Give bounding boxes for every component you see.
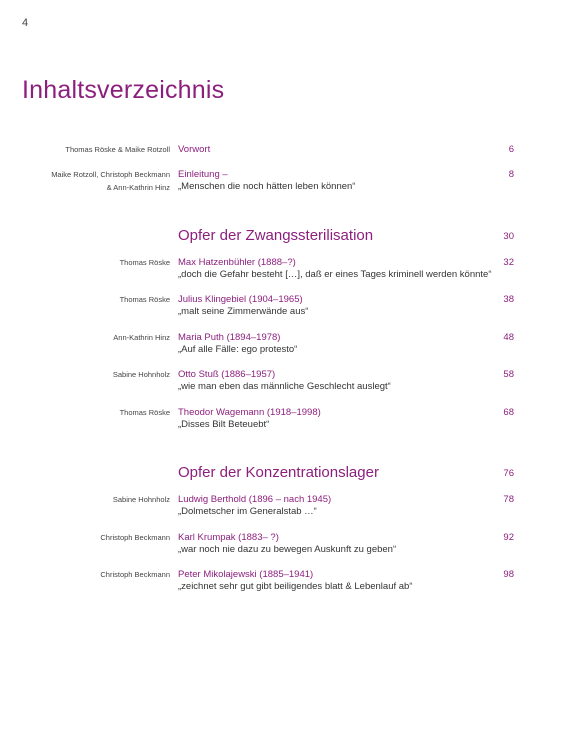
entry-author: Thomas Röske [119, 258, 170, 267]
entry-author: Thomas Röske & Maike Rotzoll [65, 145, 170, 154]
entry-title[interactable]: Maria Puth (1894–1978) [178, 332, 281, 343]
entry-title[interactable]: Einleitung – [178, 169, 228, 180]
entry-title[interactable]: Max Hatzenbühler (1888–?) [178, 257, 296, 268]
entry-author: Ann-Kathrin Hinz [113, 333, 170, 342]
entry-page: 92 [503, 532, 514, 543]
entry-subtitle: „war noch nie dazu zu bewegen Auskunft zu geben“ [178, 544, 397, 555]
entry-page: 78 [503, 494, 514, 505]
entry-page: 98 [503, 569, 514, 580]
entry-title[interactable]: Theodor Wagemann (1918–1998) [178, 407, 321, 418]
entry-page: 58 [503, 369, 514, 380]
entry-title[interactable]: Karl Krumpak (1883– ?) [178, 532, 279, 543]
entry-page: 8 [508, 169, 514, 180]
entry-title[interactable]: Julius Klingebiel (1904–1965) [178, 294, 303, 305]
entry-author: Thomas Röske [119, 295, 170, 304]
page-title: Inhaltsverzeichnis [22, 76, 225, 104]
entry-author-line2: & Ann-Kathrin Hinz [106, 183, 170, 192]
entry-subtitle: „Disses Bilt Beteuebt“ [178, 419, 270, 430]
section-page: 30 [503, 231, 514, 242]
entry-subtitle: „Dolmetscher im Generalstab …“ [178, 506, 317, 517]
entry-author: Sabine Hohnholz [112, 495, 170, 504]
entry-title[interactable]: Ludwig Berthold (1896 – nach 1945) [178, 494, 332, 505]
entry-page: 38 [503, 294, 514, 305]
section-page: 76 [503, 468, 514, 479]
entry-subtitle: „Auf alle Fälle: ego protesto“ [178, 344, 298, 355]
entry-subtitle: „doch die Gefahr besteht […], daß er eines Tages kriminell werden könnte“ [178, 269, 492, 280]
section-title-zwangssterilisation[interactable]: Opfer der Zwangssterilisation [178, 227, 374, 244]
entry-author: Sabine Hohnholz [112, 370, 170, 379]
entry-author: Christoph Beckmann [100, 533, 170, 542]
entry-page: 32 [503, 257, 514, 268]
entry-subtitle: „zeichnet sehr gut gibt beiligendes blatt & Lebenlauf ab“ [178, 581, 413, 592]
entry-title[interactable]: Otto Stuß (1886–1957) [178, 369, 276, 380]
entry-page: 68 [503, 407, 514, 418]
entry-author: Maike Rotzoll, Christoph Beckmann [51, 170, 170, 179]
entry-title[interactable]: Peter Mikolajewski (1885–1941) [178, 569, 314, 580]
entry-title[interactable]: Vorwort [178, 144, 211, 155]
entry-page: 48 [503, 332, 514, 343]
section-title-konzentrationslager[interactable]: Opfer der Konzentrationslager [178, 464, 379, 481]
entry-subtitle: „malt seine Zimmerwände aus“ [178, 306, 309, 317]
entry-subtitle: „Menschen die noch hätten leben können“ [178, 181, 356, 192]
entry-author: Christoph Beckmann [100, 570, 170, 579]
entry-subtitle: „wie man eben das männliche Geschlecht auslegt“ [178, 381, 391, 392]
entry-page: 6 [508, 144, 514, 155]
entry-author: Thomas Röske [119, 408, 170, 417]
page-number: 4 [22, 17, 29, 29]
